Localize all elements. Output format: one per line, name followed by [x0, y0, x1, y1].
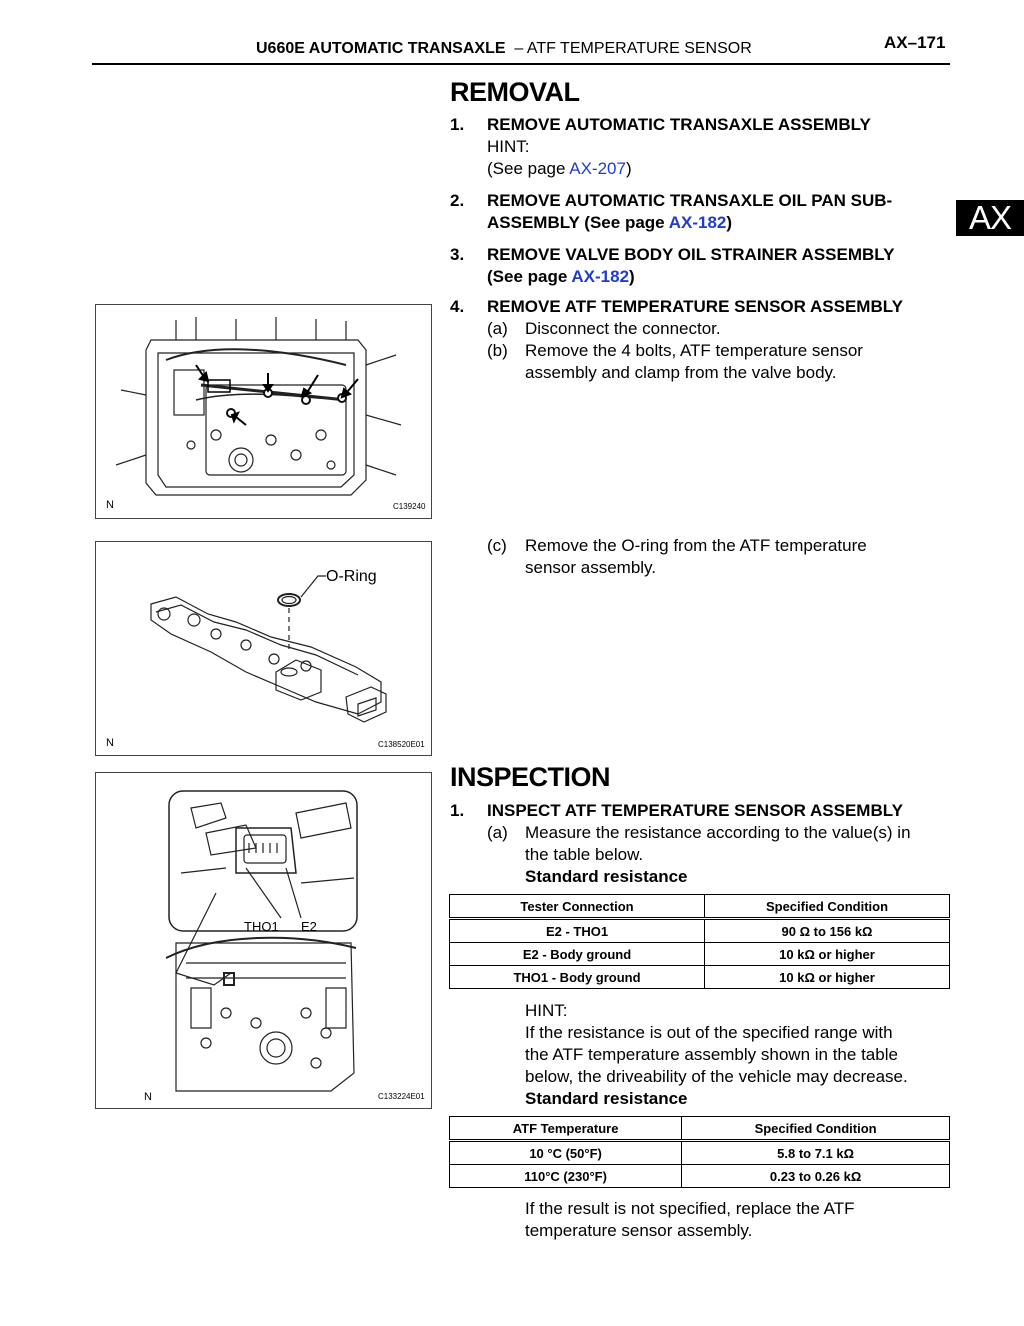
header-rule	[92, 63, 950, 65]
see-post: )	[625, 159, 632, 178]
table-header-row	[450, 895, 950, 919]
figure-3-code: C133224E01	[378, 1092, 425, 1101]
substep-b-label: (b)	[487, 341, 508, 360]
step-3-post: )	[629, 267, 635, 286]
inspection-title: INSPECTION	[450, 762, 611, 792]
table-cell: 10 kΩ or higher	[705, 943, 950, 966]
step-2-post: )	[726, 213, 733, 232]
table-header-cell: ATF Temperature	[450, 1117, 682, 1141]
figure-3-n: N	[144, 1091, 152, 1103]
table-row	[450, 1165, 950, 1188]
final-line-2: temperature sensor assembly.	[525, 1221, 753, 1240]
table-header-cell: Specified Condition	[705, 895, 950, 919]
inspect-sub-a-line1: Measure the resistance according to the value(s) in	[525, 823, 911, 842]
step-2-pre: ASSEMBLY (See page	[487, 213, 669, 232]
inspect-step-text: INSPECT ATF TEMPERATURE SENSOR ASSEMBLY	[487, 801, 903, 820]
section-tab: AX	[956, 200, 1024, 236]
final-line-1: If the result is not specified, replace the ATF	[525, 1199, 855, 1218]
table-cell: THO1 - Body ground	[450, 966, 705, 989]
resistance-table-2	[449, 1116, 950, 1188]
header-title-bold: U660E AUTOMATIC TRANSAXLE	[256, 40, 506, 57]
valve-body-illustration	[96, 305, 431, 518]
tho1-label: THO1	[244, 919, 279, 934]
step-3-pre: (See page	[487, 267, 572, 286]
step-1-text: REMOVE AUTOMATIC TRANSAXLE ASSEMBLY	[487, 115, 871, 134]
step-2-line2	[487, 212, 732, 234]
figure-1-n: N	[106, 499, 114, 511]
standard-resistance-label-1: Standard resistance	[525, 867, 688, 886]
figure-2-n: N	[106, 737, 114, 749]
sensor-illustration	[96, 542, 431, 755]
step-1-number: 1.	[450, 115, 465, 134]
figure-2-code: C138520E01	[378, 740, 425, 749]
link-ax-182-b[interactable]: AX-182	[571, 267, 630, 286]
removal-title: REMOVAL	[450, 77, 580, 107]
table-header-row	[450, 1117, 950, 1141]
table-header-cell: Tester Connection	[450, 895, 705, 919]
step-3-line1: REMOVE VALVE BODY OIL STRAINER ASSEMBLY	[487, 245, 895, 264]
step-2-line1: REMOVE AUTOMATIC TRANSAXLE OIL PAN SUB-	[487, 191, 893, 210]
substep-b-line2: assembly and clamp from the valve body.	[525, 363, 837, 382]
inspect-sub-a-line2: the table below.	[525, 845, 644, 864]
step-1-see-page	[487, 158, 632, 180]
substep-c-line1: Remove the O-ring from the ATF temperature	[525, 536, 867, 555]
inspection-hint: HINT:	[525, 1001, 568, 1020]
step-4-text: REMOVE ATF TEMPERATURE SENSOR ASSEMBLY	[487, 297, 903, 316]
hint-line-2: the ATF temperature assembly shown in the table	[525, 1045, 898, 1064]
inspect-sub-a-label: (a)	[487, 823, 508, 842]
table-header-cell: Specified Condition	[682, 1117, 950, 1141]
figure-valve-body	[95, 304, 432, 519]
table-cell: 0.23 to 0.26 kΩ	[682, 1165, 950, 1188]
step-2-number: 2.	[450, 191, 465, 210]
figure-o-ring	[95, 541, 432, 756]
figure-1-code: C139240	[393, 502, 426, 511]
hint-line-3: below, the driveability of the vehicle may decrease.	[525, 1067, 908, 1086]
table-cell: 110°C (230°F)	[450, 1165, 682, 1188]
table-cell: E2 - THO1	[450, 919, 705, 943]
substep-c-label: (c)	[487, 536, 507, 555]
substep-c-line2: sensor assembly.	[525, 558, 657, 577]
table-cell: 10 kΩ or higher	[705, 966, 950, 989]
table-row	[450, 943, 950, 966]
substep-b-line1: Remove the 4 bolts, ATF temperature sensor	[525, 341, 863, 360]
figure-connector	[95, 772, 432, 1109]
step-3-number: 3.	[450, 245, 465, 264]
hint-line-1: If the resistance is out of the specified range with	[525, 1023, 893, 1042]
header-title-rest: – ATF TEMPERATURE SENSOR	[514, 40, 752, 57]
step-1-hint: HINT:	[487, 137, 530, 156]
substep-a-label: (a)	[487, 319, 508, 338]
table-cell: 90 Ω to 156 kΩ	[705, 919, 950, 943]
table-row	[450, 966, 950, 989]
e2-label: E2	[301, 919, 317, 934]
table-cell: 5.8 to 7.1 kΩ	[682, 1141, 950, 1165]
table-cell: 10 °C (50°F)	[450, 1141, 682, 1165]
o-ring-label: O-Ring	[326, 568, 377, 585]
see-pre: (See page	[487, 159, 570, 178]
connector-illustration	[96, 773, 431, 1108]
link-ax-207[interactable]: AX-207	[569, 159, 626, 178]
table-row	[450, 919, 950, 943]
substep-a-text: Disconnect the connector.	[525, 319, 721, 338]
step-4-number: 4.	[450, 297, 465, 316]
resistance-table-1	[449, 894, 950, 989]
table-row	[450, 1141, 950, 1165]
header-title	[256, 40, 752, 58]
table-cell: E2 - Body ground	[450, 943, 705, 966]
inspect-step-number: 1.	[450, 801, 465, 820]
standard-resistance-label-2: Standard resistance	[525, 1089, 688, 1108]
link-ax-182-a[interactable]: AX-182	[668, 213, 727, 232]
page-number: AX–171	[884, 33, 946, 52]
step-3-line2	[487, 266, 635, 288]
